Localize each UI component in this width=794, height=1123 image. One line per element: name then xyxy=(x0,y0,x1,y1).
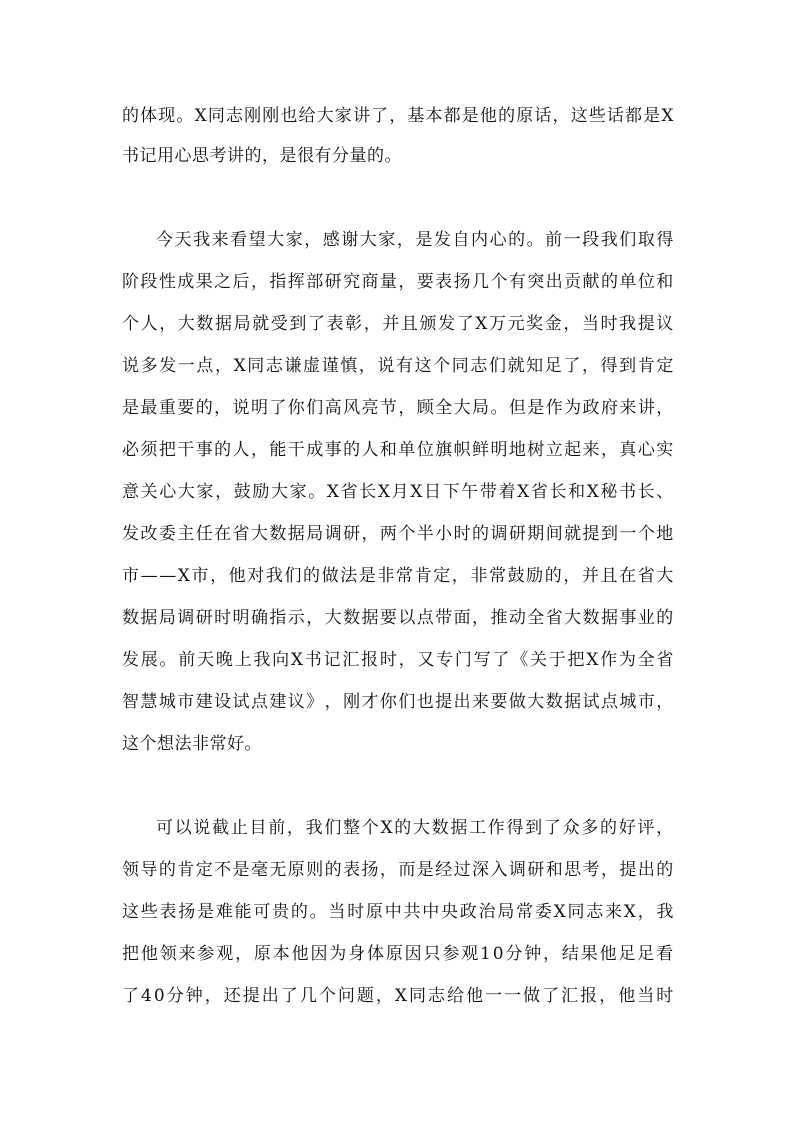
paragraph-line xyxy=(122,104,674,128)
line-text: 阶 段 性 成 果 之 后 ， 指 挥 部 研 究 商 量 ， 要 表 扬 几 个 有 突 出 贡 献 的 单 位 和 xyxy=(122,272,674,292)
line-text: 个 人 ， 大 数 据 局 就 受 到 了 表 彰 ， 并 且 颁 发 了 X 万 元 奖 金 ， 当 时 我 提 议 xyxy=(122,314,674,334)
paragraph-line xyxy=(122,480,674,504)
line-text: 领 导 的 肯 定 不 是 毫 无 原 则 的 表 扬 ， 而 是 经 过 深 入 调 研 和 思 考 ， 提 出 的 xyxy=(122,860,674,880)
paragraph-line xyxy=(122,984,674,1008)
paragraph-line xyxy=(122,312,674,336)
line-text: 市 — — X 市 ， 他 对 我 们 的 做 法 是 非 常 肯 定 ， 非 常 鼓 励 的 ， 并 且 在 省 大 xyxy=(122,566,674,586)
line-text: 书记用心思考讲的，是很有分量的。 xyxy=(122,146,402,166)
paragraph-line xyxy=(122,438,674,462)
line-text: 意 关 心 大 家 ， 鼓 励 大 家 。 X 省 长 X 月 X 日 下 午 带 着 X 省 长 和 X 秘 书 长 、 xyxy=(122,482,674,502)
paragraph-line xyxy=(122,564,674,588)
line-text: 了 4 0 分 钟 ， 还 提 出 了 几 个 问 题 ， X 同 志 给 他 一 一 做 了 汇 报 ， 他 当 时 xyxy=(122,986,674,1006)
paragraph-line xyxy=(122,648,674,672)
paragraph-line xyxy=(122,522,674,546)
paragraph-line xyxy=(122,732,674,756)
line-text: 这 些 表 扬 是 难 能 可 贵 的 。 当 时 原 中 共 中 央 政 治 局 常 委 X 同 志 来 X ， 我 xyxy=(122,902,674,922)
paragraph-line xyxy=(122,900,674,924)
line-text: 是 最 重 要 的 ， 说 明 了 你 们 高 风 亮 节 ， 顾 全 大 局 。 但 是 作 为 政 府 来 讲 ， xyxy=(122,398,674,418)
line-text: 说 多 发 一 点 ， X 同 志 谦 虚 谨 慎 ， 说 有 这 个 同 志 们 就 知 足 了 ， 得 到 肯 定 xyxy=(122,356,674,376)
line-text: 数 据 局 调 研 时 明 确 指 示 ， 大 数 据 要 以 点 带 面 ， 推 动 全 省 大 数 据 事 业 的 xyxy=(122,608,674,628)
line-text: 发 改 委 主 任 在 省 大 数 据 局 调 研 ， 两 个 半 小 时 的 调 研 期 间 就 提 到 一 个 地 xyxy=(122,524,674,544)
paragraph-line xyxy=(122,144,674,168)
paragraph-line xyxy=(122,816,674,840)
line-text: 今 天 我 来 看 望 大 家 ， 感 谢 大 家 ， 是 发 自 内 心 的 。 前 一 段 我 们 取 得 xyxy=(156,230,674,250)
line-text: 发 展 。 前 天 晚 上 我 向 X 书 记 汇 报 时 ， 又 专 门 写 了 《 关 于 把 X 作 为 全 省 xyxy=(122,650,674,670)
line-text: 的 体 现 。 X 同 志 刚 刚 也 给 大 家 讲 了 ， 基 本 都 是 他 的 原 话 ， 这 些 话 都 是 X xyxy=(122,106,674,126)
line-text: 把 他 领 来 参 观 ， 原 本 他 因 为 身 体 原 因 只 参 观 1 0 分 钟 ， 结 果 他 足 足 看 xyxy=(122,944,674,964)
paragraph-line xyxy=(122,270,674,294)
paragraph-line xyxy=(122,228,674,252)
line-text: 必 须 把 干 事 的 人 ， 能 干 成 事 的 人 和 单 位 旗 帜 鲜 明 地 树 立 起 来 ， 真 心 实 xyxy=(122,440,674,460)
document-body xyxy=(122,0,674,1123)
paragraph-line xyxy=(122,942,674,966)
line-text: 智 慧 城 市 建 设 试 点 建 议 》 ， 刚 才 你 们 也 提 出 来 要 做 大 数 据 试 点 城 市 ， xyxy=(122,692,674,712)
paragraph-line xyxy=(122,606,674,630)
line-text: 这个想法非常好。 xyxy=(122,734,262,754)
paragraph-line xyxy=(122,690,674,714)
paragraph-line xyxy=(122,858,674,882)
paragraph-line xyxy=(122,396,674,420)
line-text: 可 以 说 截 止 目 前 ， 我 们 整 个 X 的 大 数 据 工 作 得 到 了 众 多 的 好 评 ， xyxy=(156,818,674,838)
paragraph-line xyxy=(122,354,674,378)
